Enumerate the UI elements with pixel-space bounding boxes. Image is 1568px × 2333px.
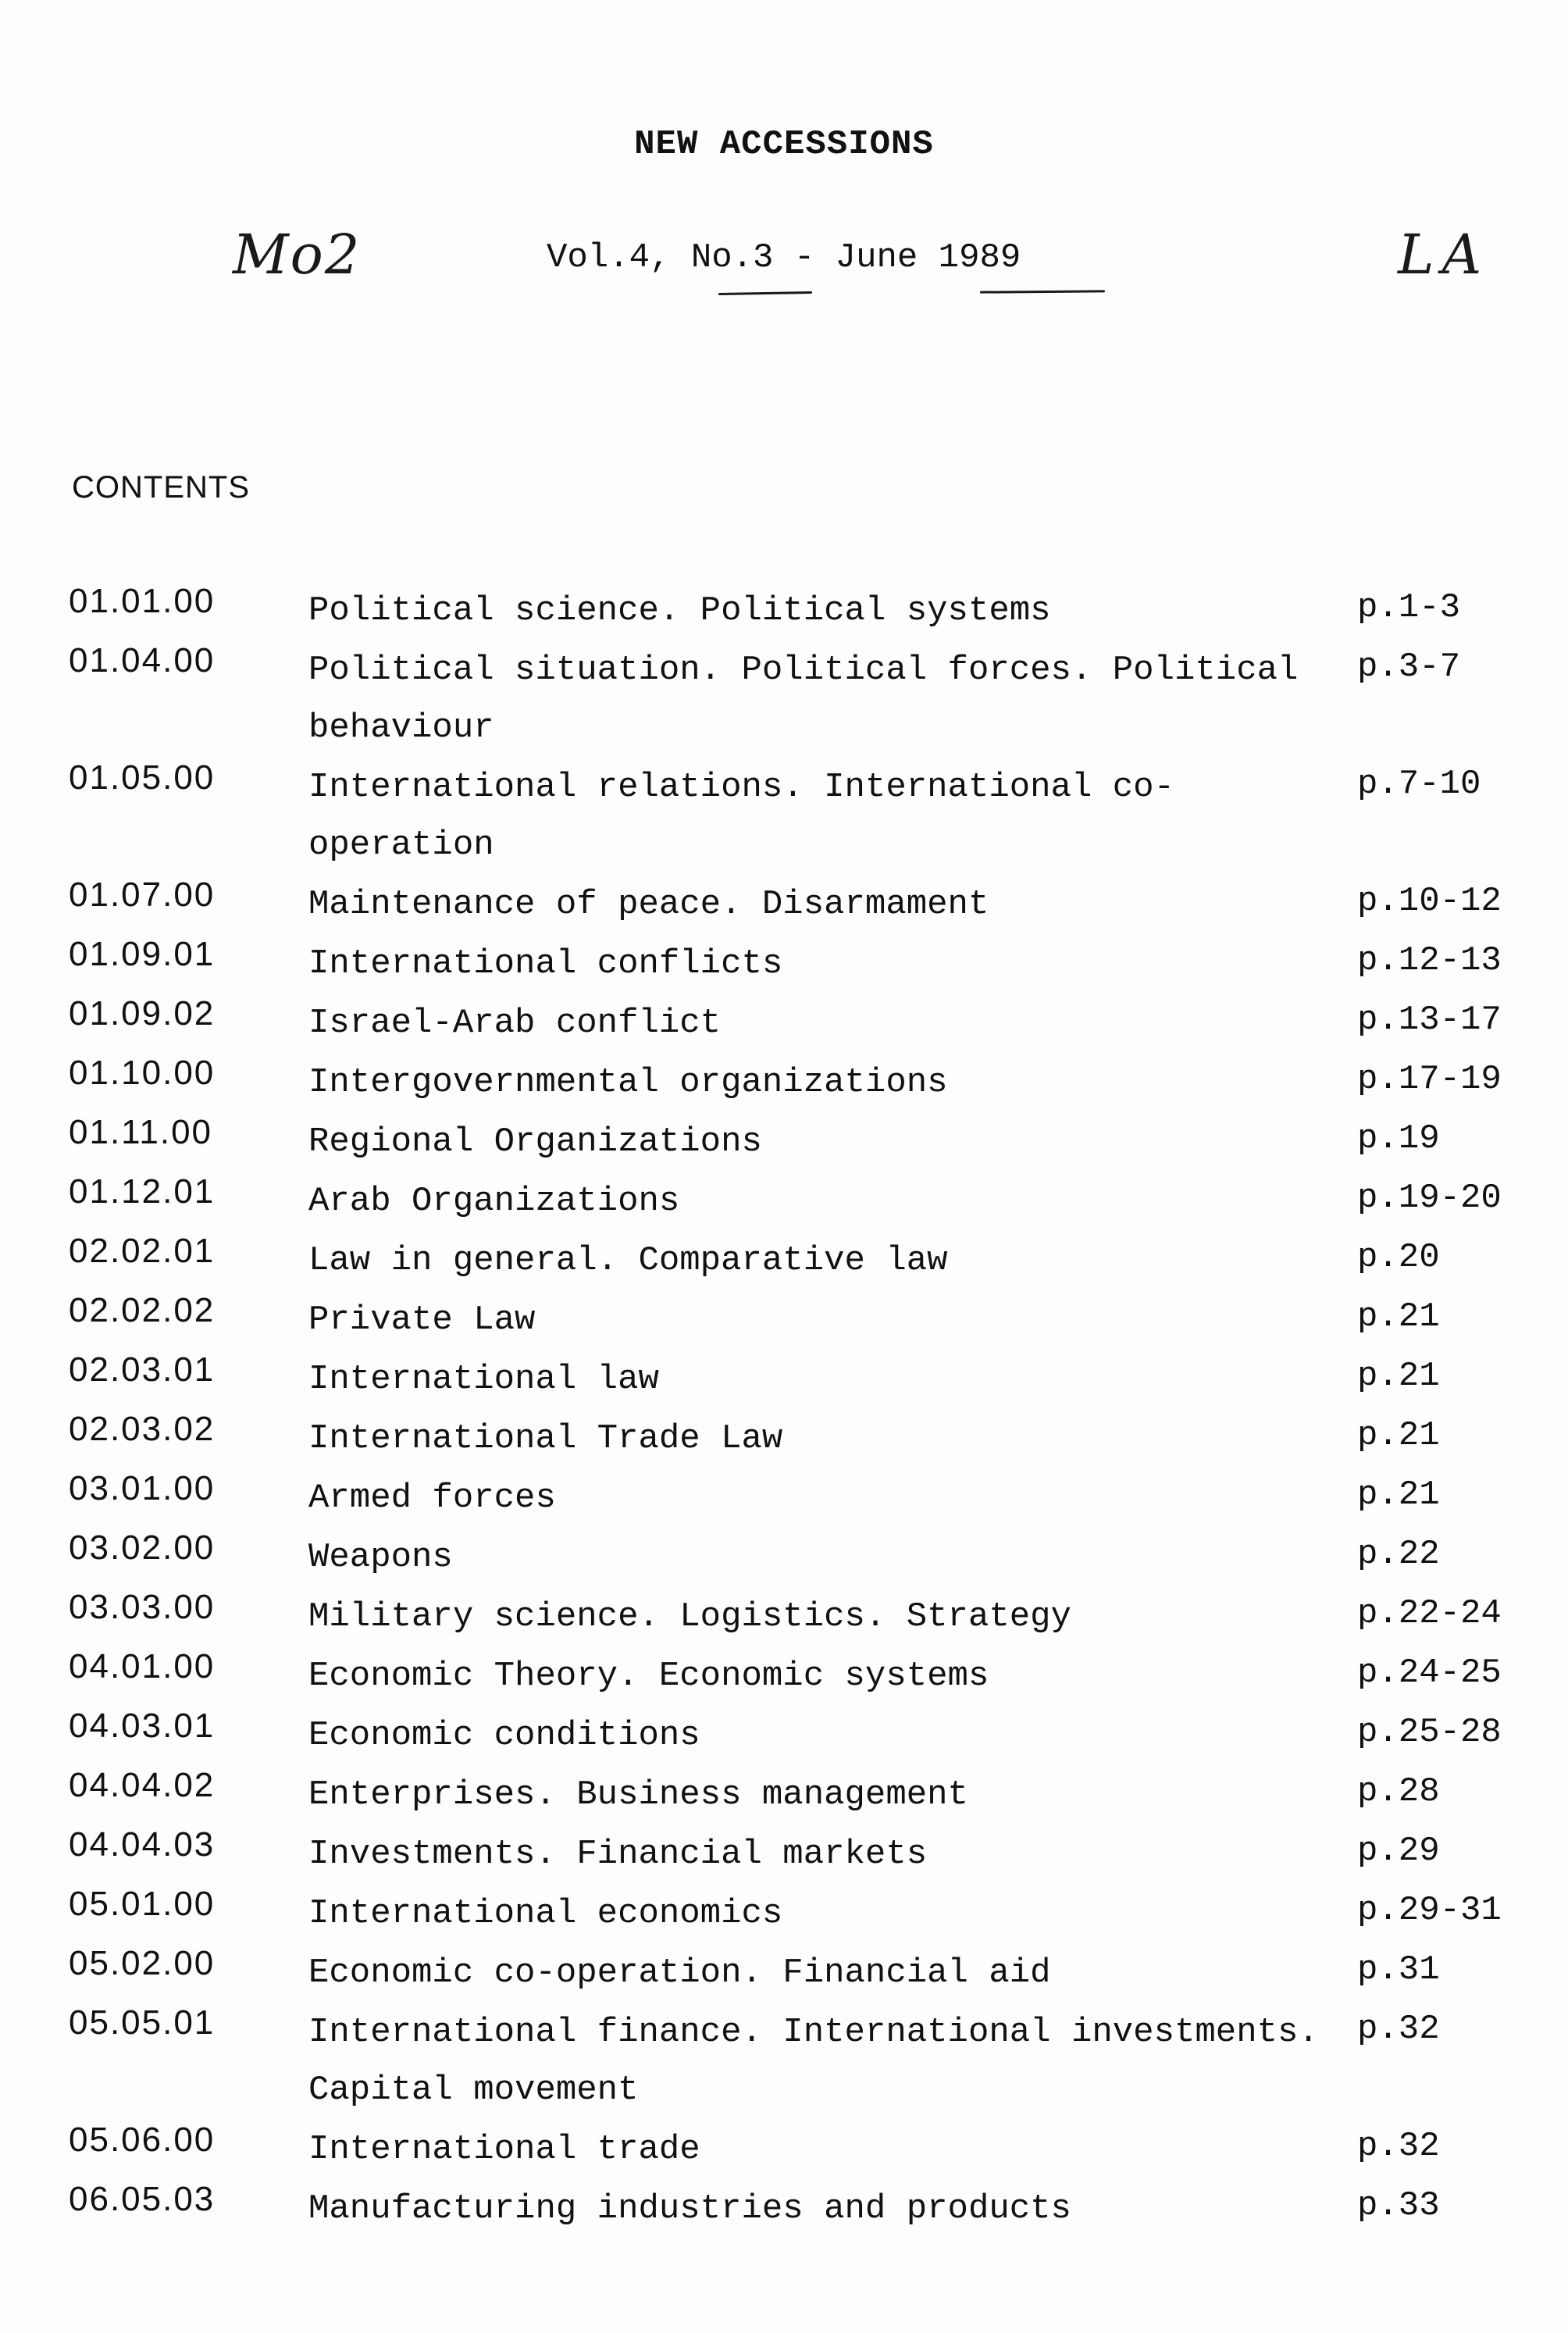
handwritten-note-right: LA xyxy=(1398,223,1490,287)
toc-topic: International trade xyxy=(308,2130,700,2169)
toc-entry xyxy=(0,876,1568,935)
toc-code: 02.02.01 xyxy=(69,1232,216,1270)
toc-page: p.20 xyxy=(1357,1238,1440,1277)
toc-entry xyxy=(0,2180,1568,2239)
toc-topic: Arab Organizations xyxy=(308,1182,680,1221)
toc-topic: Armed forces xyxy=(308,1479,556,1518)
toc-page: p.28 xyxy=(1357,1772,1440,1811)
toc-code: 01.09.02 xyxy=(69,994,216,1033)
toc-topic: International relations. International co-operation xyxy=(308,768,1174,865)
toc-code: 05.06.00 xyxy=(69,2121,216,2159)
toc-entry xyxy=(0,1054,1568,1113)
toc-page: p.25-28 xyxy=(1357,1713,1502,1752)
volume-issue: Vol.4, No.3 - June 1989 xyxy=(547,238,1021,277)
toc-page: p.13-17 xyxy=(1357,1001,1502,1040)
toc-code: 02.02.02 xyxy=(69,1291,216,1329)
toc-entry xyxy=(0,1172,1568,1232)
toc-page: p.24-25 xyxy=(1357,1653,1502,1693)
toc-topic: Investments. Financial markets xyxy=(308,1835,928,1874)
toc-topic: Military science. Logistics. Strategy xyxy=(308,1597,1071,1636)
toc-topic: Israel-Arab conflict xyxy=(308,1004,722,1043)
toc-entry xyxy=(0,582,1568,641)
toc-page: p.3-7 xyxy=(1357,647,1461,687)
toc-topic: Regional Organizations xyxy=(308,1122,762,1161)
toc-entry xyxy=(0,1410,1568,1469)
toc-page: p.21 xyxy=(1357,1297,1440,1336)
toc-code: 05.05.01 xyxy=(69,2003,216,2042)
toc-code: 03.03.00 xyxy=(69,1588,216,1626)
toc-page: p.29-31 xyxy=(1357,1891,1502,1930)
toc-entry xyxy=(0,1647,1568,1707)
toc-topic: Private Law xyxy=(308,1300,536,1340)
toc-page: p.10-12 xyxy=(1357,882,1502,921)
toc-topic: Maintenance of peace. Disarmament xyxy=(308,885,989,924)
toc-entry xyxy=(0,1350,1568,1410)
toc-entry xyxy=(0,1944,1568,2003)
toc-entry xyxy=(0,1469,1568,1529)
toc-entry xyxy=(0,1766,1568,1825)
toc-page: p.21 xyxy=(1357,1416,1440,1455)
toc-entry xyxy=(0,758,1568,876)
toc-code: 01.09.01 xyxy=(69,935,216,973)
toc-page: p.19 xyxy=(1357,1119,1440,1158)
toc-code: 01.01.00 xyxy=(69,582,216,620)
toc-page: p.32 xyxy=(1357,2127,1440,2166)
contents-list xyxy=(0,582,1568,2239)
toc-entry xyxy=(0,1588,1568,1647)
toc-topic: Economic conditions xyxy=(308,1716,700,1755)
toc-entry xyxy=(0,641,1568,758)
toc-code: 02.03.01 xyxy=(69,1350,216,1389)
toc-page: p.22 xyxy=(1357,1535,1440,1574)
toc-code: 03.02.00 xyxy=(69,1529,216,1567)
toc-code: 04.04.03 xyxy=(69,1825,216,1864)
toc-page: p.17-19 xyxy=(1357,1060,1502,1099)
toc-topic: Political situation. Political forces. Political behaviour xyxy=(308,651,1299,747)
handwritten-underline-year xyxy=(980,290,1105,293)
toc-page: p.21 xyxy=(1357,1357,1440,1396)
toc-code: 01.07.00 xyxy=(69,876,216,914)
handwritten-note-left: Mo2 xyxy=(233,223,362,287)
toc-page: p.12-13 xyxy=(1357,941,1502,980)
toc-entry xyxy=(0,1707,1568,1766)
toc-topic: International economics xyxy=(308,1894,783,1933)
toc-topic: International finance. International investments. Capital movement xyxy=(308,2013,1319,2110)
toc-entry xyxy=(0,1232,1568,1291)
toc-entry xyxy=(0,2003,1568,2121)
toc-code: 02.03.02 xyxy=(69,1410,216,1448)
toc-topic: Enterprises. Business management xyxy=(308,1775,968,1814)
toc-code: 01.05.00 xyxy=(69,758,216,797)
toc-entry xyxy=(0,1529,1568,1588)
toc-code: 05.01.00 xyxy=(69,1885,216,1923)
toc-topic: International conflicts xyxy=(308,944,783,983)
toc-entry xyxy=(0,1113,1568,1172)
toc-code: 01.12.01 xyxy=(69,1172,216,1211)
toc-code: 01.10.00 xyxy=(69,1054,216,1092)
toc-code: 04.03.01 xyxy=(69,1707,216,1745)
toc-code: 04.04.02 xyxy=(69,1766,216,1804)
toc-code: 03.01.00 xyxy=(69,1469,216,1507)
toc-entry xyxy=(0,994,1568,1054)
toc-topic: Economic Theory. Economic systems xyxy=(308,1657,989,1696)
contents-heading: CONTENTS xyxy=(72,470,250,505)
toc-page: p.22-24 xyxy=(1357,1594,1502,1633)
toc-code: 04.01.00 xyxy=(69,1647,216,1686)
toc-page: p.33 xyxy=(1357,2186,1440,2225)
toc-entry xyxy=(0,1291,1568,1350)
toc-entry xyxy=(0,935,1568,994)
toc-page: p.19-20 xyxy=(1357,1179,1502,1218)
toc-entry xyxy=(0,2121,1568,2180)
toc-code: 01.11.00 xyxy=(69,1113,213,1151)
toc-entry xyxy=(0,1825,1568,1885)
toc-topic: Weapons xyxy=(308,1538,453,1577)
toc-topic: Economic co-operation. Financial aid xyxy=(308,1953,1051,1992)
toc-topic: Law in general. Comparative law xyxy=(308,1241,948,1280)
toc-topic: International law xyxy=(308,1360,659,1399)
toc-page: p.7-10 xyxy=(1357,765,1481,804)
document-title: NEW ACCESSIONS xyxy=(634,125,934,164)
toc-code: 05.02.00 xyxy=(69,1944,216,1982)
toc-page: p.29 xyxy=(1357,1832,1440,1871)
toc-topic: Political science. Political systems xyxy=(308,591,1051,630)
toc-topic: International Trade Law xyxy=(308,1419,783,1458)
handwritten-underline-number xyxy=(718,291,812,295)
toc-code: 06.05.03 xyxy=(69,2180,216,2218)
toc-topic: Manufacturing industries and products xyxy=(308,2189,1071,2228)
toc-topic: Intergovernmental organizations xyxy=(308,1063,948,1102)
toc-code: 01.04.00 xyxy=(69,641,216,680)
toc-page: p.32 xyxy=(1357,2010,1440,2049)
toc-page: p.31 xyxy=(1357,1950,1440,1989)
toc-page: p.1-3 xyxy=(1357,588,1461,627)
toc-page: p.21 xyxy=(1357,1475,1440,1514)
toc-entry xyxy=(0,1885,1568,1944)
